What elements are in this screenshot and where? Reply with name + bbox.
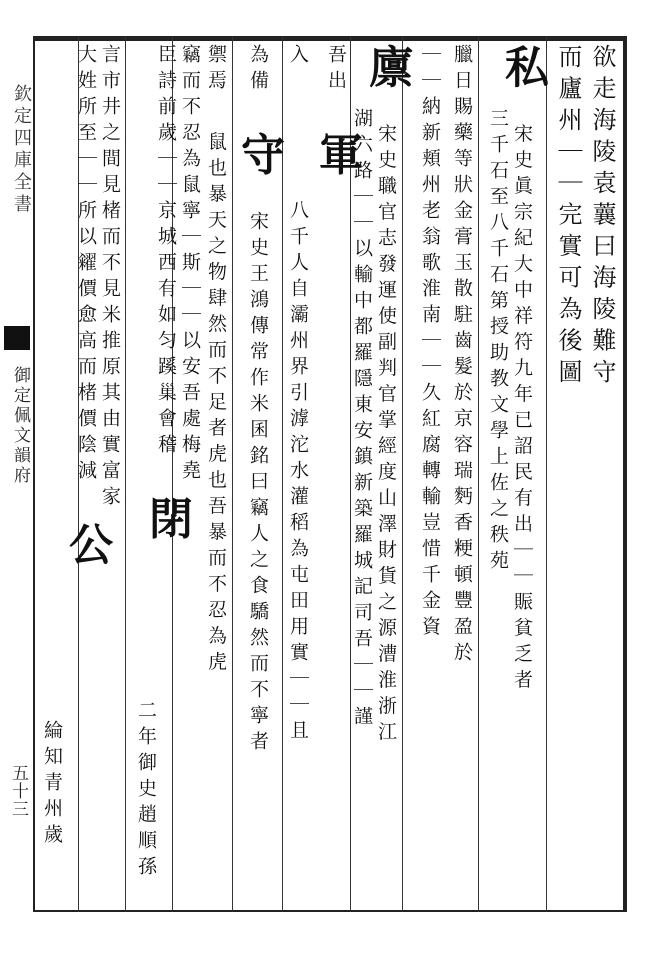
text-column bbox=[350, 108, 374, 732]
book-title: 欽定四庫全書 bbox=[11, 84, 32, 216]
text-run: 三千石至八千石第授助教文學上佐之秩苑 bbox=[487, 108, 509, 576]
text-run: 欲走海陵袁蘘曰海陵難守 bbox=[588, 44, 616, 391]
text-column bbox=[286, 44, 310, 70]
heading-char: 守 bbox=[233, 131, 284, 176]
text-run: 臘日賜藥等狀金膏玉散駐齒髮於京容瑞麪香粳頓豐盈於 bbox=[451, 44, 473, 668]
work-title: 御定佩文韻府 bbox=[10, 366, 30, 486]
text-run: 大姓所至｜｜所以糴價愈高而楮價陰減 bbox=[75, 44, 97, 486]
text-run: 而廬州｜｜完實可為後圖 bbox=[554, 44, 582, 391]
text-run: 禦焉 bbox=[205, 44, 227, 96]
text-column bbox=[311, 44, 362, 176]
text-run: 二年御史趙順孫 bbox=[135, 700, 157, 882]
text-run: ｜｜納新頬州老翁歌淮南｜｜久紅腐轉輸豈惜千金資 bbox=[419, 44, 441, 642]
text-run: 吾出 bbox=[325, 44, 347, 96]
heading-char: 公 bbox=[61, 521, 112, 566]
text-run: 言市井之間見楮而不見米推原其由實富家 bbox=[99, 44, 121, 512]
text-run: 為備 bbox=[247, 44, 269, 96]
heading-char: 軍 bbox=[311, 131, 362, 176]
text-column bbox=[134, 700, 158, 882]
text-run: 宋史王鴻傳常作米囷銘曰竊人之食驕然而不寧者 bbox=[247, 211, 269, 757]
text-run: 竊而不忍為鼠寧｜斯｜｜以安吾處梅堯 bbox=[179, 44, 201, 486]
text-run: 綸知青州歲 bbox=[41, 720, 63, 850]
text-run: 八千人自灞州界引滹沱水灌稻為屯田用實｜｜且 bbox=[287, 200, 309, 746]
page-number: 五十三 bbox=[8, 764, 28, 818]
column-rule bbox=[125, 36, 126, 912]
text-run: 宋史職官志發運使副判官掌經度山澤財貨之源漕淮浙江 bbox=[375, 123, 397, 748]
text-column bbox=[450, 44, 474, 668]
column-rule bbox=[478, 36, 479, 912]
text-run: 宋史眞宗紀大中祥符九年已詔民有出｜｜賑貧乏者 bbox=[511, 123, 533, 696]
text-run: 湖六路｜｜以輸中都羅隱東安鎮新築羅城記司吾｜｜謹 bbox=[351, 108, 373, 732]
text-run: 鼠也暴天之物肆然而不足者虎也吾暴而不忍為虎 bbox=[205, 131, 227, 678]
text-column bbox=[418, 44, 442, 642]
text-column bbox=[204, 44, 228, 678]
text-run: 臣詩前歲｜｜京城西有如匀蹊巢會稽 bbox=[155, 44, 177, 460]
text-column bbox=[233, 44, 284, 757]
text-column bbox=[286, 200, 310, 746]
page-margin bbox=[0, 36, 33, 912]
text-run: 入 bbox=[287, 44, 309, 70]
heading-char: 私 bbox=[497, 44, 548, 88]
fish-tail-mark bbox=[4, 326, 30, 350]
heading-char: 廪 bbox=[361, 44, 412, 88]
column-rule bbox=[546, 36, 547, 912]
text-column bbox=[40, 720, 64, 850]
text-column bbox=[556, 44, 580, 391]
text-column bbox=[590, 44, 614, 391]
heading-char: 閉 bbox=[141, 495, 192, 540]
text-column bbox=[486, 108, 510, 576]
